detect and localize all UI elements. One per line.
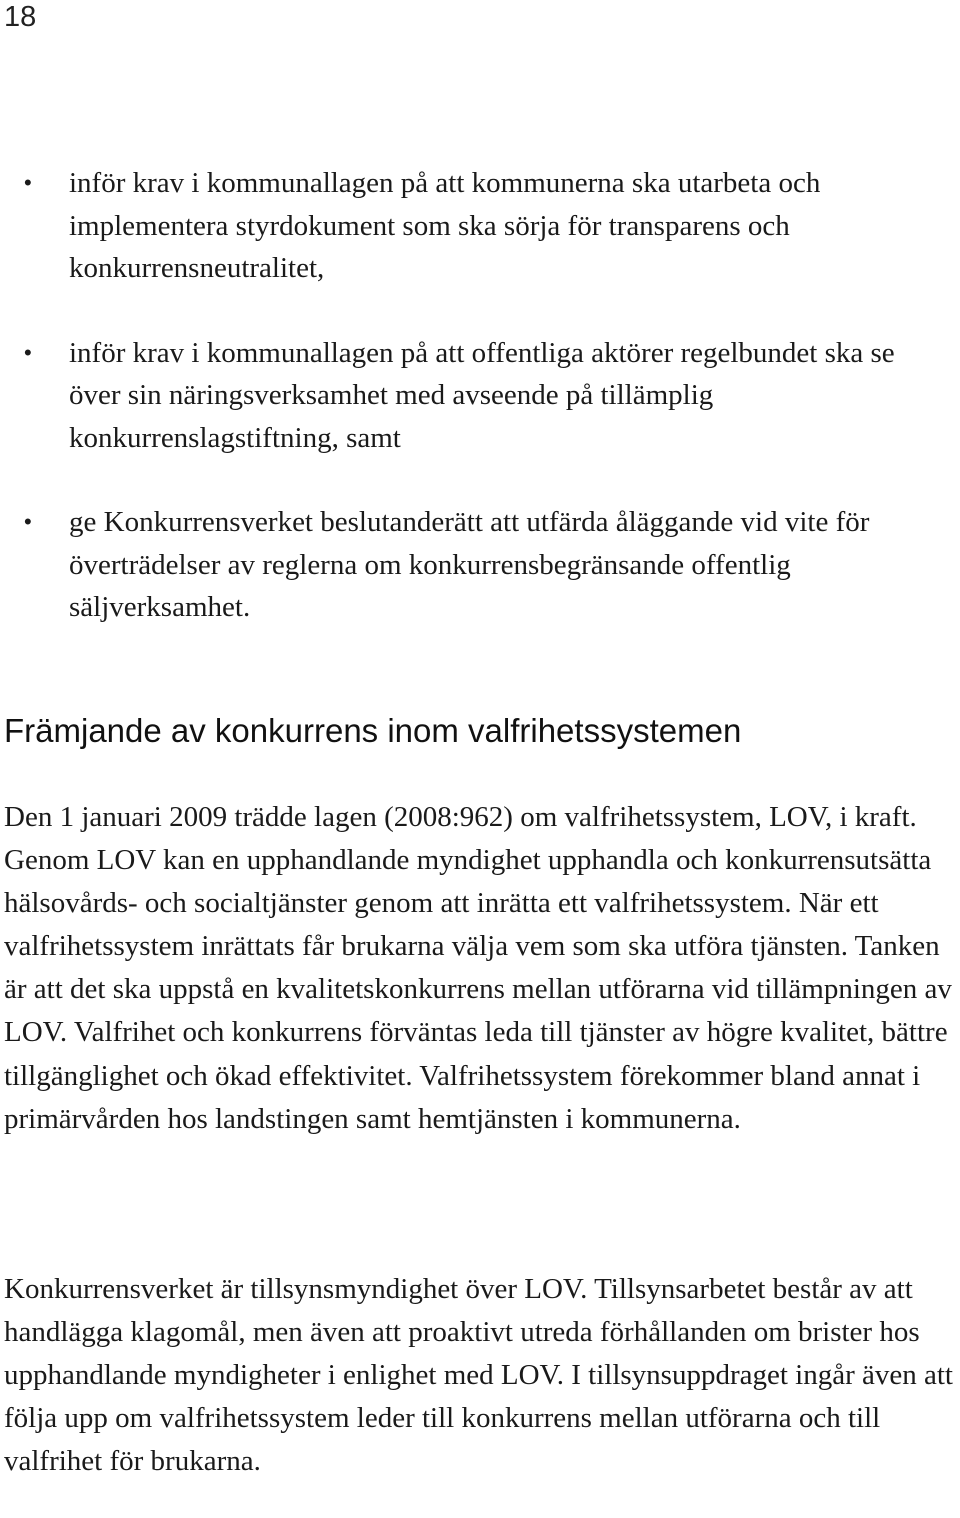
bullet-text: ge Konkurrensverket beslutanderätt att utfärda åläggande vid vite för överträdelser av reglerna om konkurrensbegränsande offentlig säljverksamhet.	[69, 506, 870, 623]
bullet-icon: •	[24, 509, 32, 534]
page-number: 18	[4, 1, 37, 33]
body-paragraph: Den 1 januari 2009 trädde lagen (2008:962) om valfrihetssystem, LOV, i kraft. Genom LOV kan en upphandlande myndighet upphandla och konkurrensutsätta hälsovårds- och socialtjänster genom att inrätta ett valfrihetssystem. När ett valfrihetssystem inrättats får brukarna välja vem som ska utföra tjänsten. Tanken är att det ska uppstå en kvalitetskonkurrens mellan utförarna vid tillämpningen av LOV. Valfrihet och konkurrens förväntas leda till tjänster av högre kvalitet, bättre tillgänglighet och ökad effektivitet. Valfrihetssystem förekommer bland annat i primärvården hos landstingen samt hemtjänsten i kommunerna.	[4, 801, 952, 1135]
bullet-text: inför krav i kommunallagen på att offentliga aktörer regelbundet ska se över sin näringsverksamhet med avseende på tillämplig konkurrenslagstiftning, samt	[69, 336, 895, 454]
bullet-icon: •	[24, 170, 32, 195]
list-item	[0, 501, 949, 629]
list-item	[0, 162, 949, 290]
bullet-text: inför krav i kommunallagen på att kommunerna ska utarbeta och implementera styrdokument som ska sörja för transparens och konkurrensneutralitet,	[69, 167, 821, 284]
section-heading: Främjande av konkurrens inom valfrihetssystemen	[4, 712, 742, 749]
bullet-list	[0, 162, 960, 629]
bullet-icon: •	[24, 339, 32, 365]
list-item	[0, 332, 949, 460]
body-paragraph: Konkurrensverket är tillsynsmyndighet över LOV. Tillsynsarbetet består av att handlägga klagomål, men även att proaktivt utreda förhållanden om brister hos upphandlande myndigheter i enlighet med LOV. I tillsynsuppdraget ingår även att följa upp om valfrihetssystem leder till konkurrens mellan utförarna och till valfrihet för brukarna.	[4, 1273, 953, 1478]
